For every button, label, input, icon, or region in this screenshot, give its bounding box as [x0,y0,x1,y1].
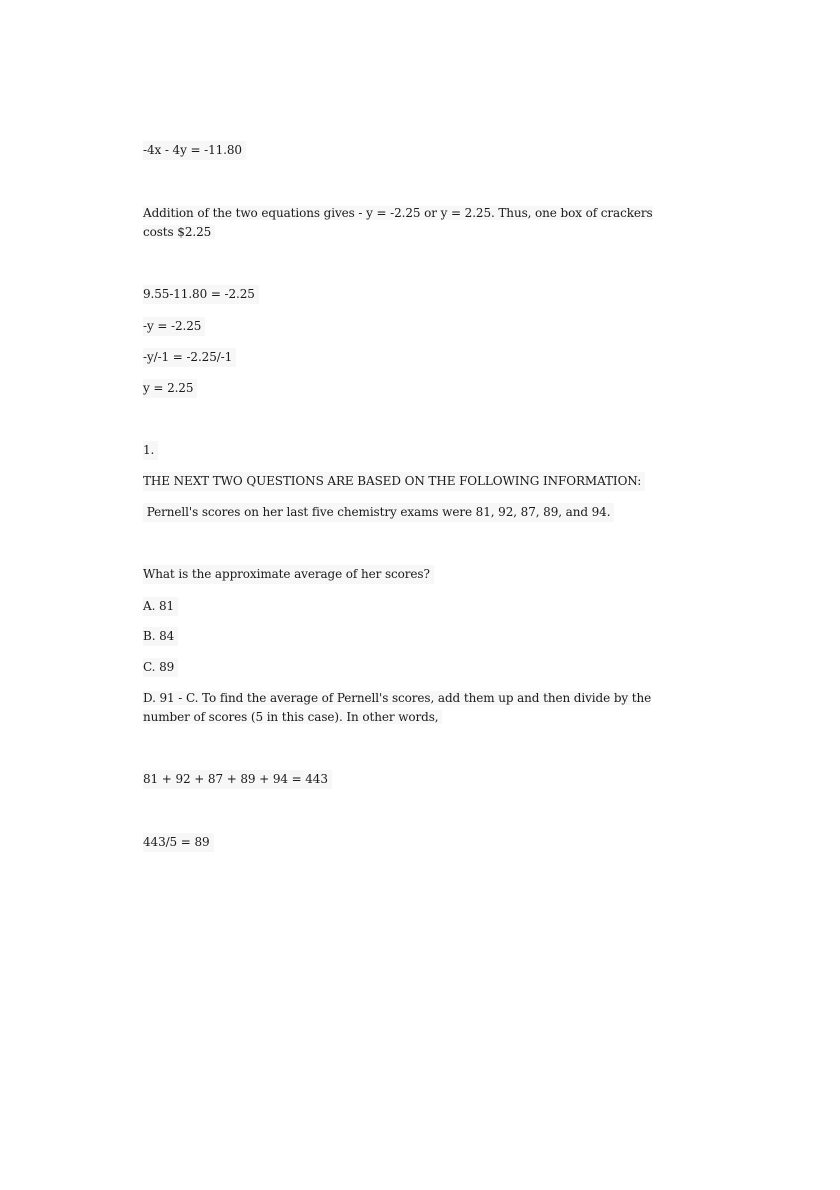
equation-line: 81 + 92 + 87 + 89 + 94 = 443 [143,770,332,789]
equation-line: -y/-1 = -2.25/-1 [143,348,236,367]
answer-option: B. 84 [143,627,178,646]
question-text: What is the approximate average of her scores? [143,565,434,584]
explanation-paragraph [143,204,687,242]
information-text: Pernell's scores on her last five chemistry exams were 81, 92, 87, 89, and 94. [143,503,614,522]
equation-line: -y = -2.25 [143,317,205,336]
equation-line: y = 2.25 [143,379,197,398]
equation-line: -4x - 4y = -11.80 [143,141,246,160]
question-number: 1. [143,441,158,460]
answer-option: C. 89 [143,658,178,677]
explanation-text: Addition of the two equations gives - y = -2.25 or y = 2.25. Thus, one box of crackers costs $2.25 [143,206,653,239]
answer-explanation-paragraph [143,689,687,727]
answer-explanation-text: D. 91 - C. To find the average of Pernell's scores, add them up and then divide by the number of scores (5 in this case). In other words, [143,691,652,724]
equation-line: 443/5 = 89 [143,833,214,852]
equation-line: 9.55-11.80 = -2.25 [143,285,259,304]
answer-option: A. 81 [143,597,178,616]
section-heading: THE NEXT TWO QUESTIONS ARE BASED ON THE FOLLOWING INFORMATION: [143,472,645,491]
